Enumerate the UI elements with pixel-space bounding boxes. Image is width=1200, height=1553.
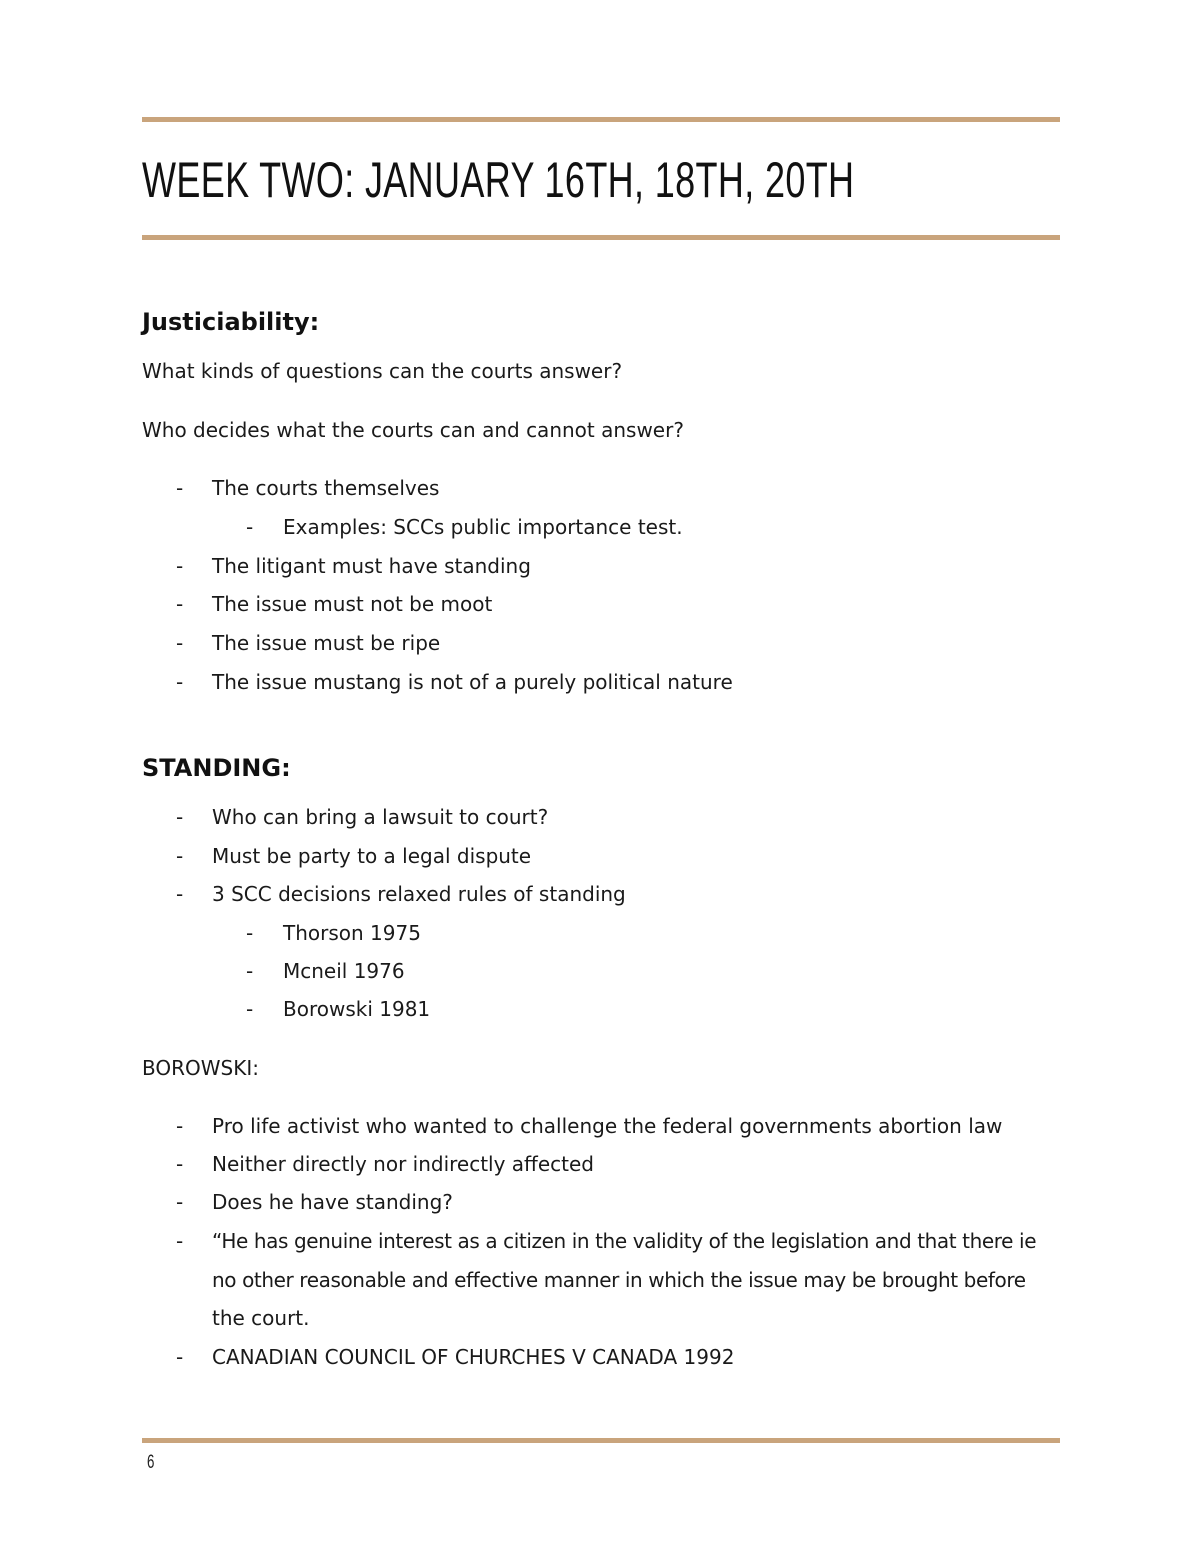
standing-heading: STANDING: [142, 754, 291, 782]
list-item-text: Examples: SCCs public importance test. [283, 515, 683, 539]
justiciability-question-2: Who decides what the courts can and cannot answer? [142, 418, 684, 442]
list-item-text: The issue mustang is not of a purely political nature [212, 670, 733, 694]
bullet-dash: - [176, 631, 184, 655]
justiciability-heading: Justiciability: [142, 308, 320, 336]
bullet-dash: - [176, 1152, 184, 1176]
list-item-text: Pro life activist who wanted to challenge the federal governments abortion law [212, 1114, 1003, 1138]
bullet-dash: - [176, 592, 184, 616]
list-item-text: Does he have standing? [212, 1190, 453, 1214]
list-item-text: the court. [212, 1306, 310, 1330]
list-item-text: CANADIAN COUNCIL OF CHURCHES V CANADA 1992 [212, 1345, 735, 1369]
bullet-dash: - [176, 476, 184, 500]
bullet-dash: - [176, 554, 184, 578]
list-item-text: Who can bring a lawsuit to court? [212, 805, 549, 829]
list-item-text: Neither directly nor indirectly affected [212, 1152, 594, 1176]
list-item-text: The litigant must have standing [212, 554, 531, 578]
list-item-text: Mcneil 1976 [283, 959, 405, 983]
bullet-dash: - [176, 1190, 184, 1214]
bullet-dash: - [246, 997, 254, 1021]
borowski-label: BOROWSKI: [142, 1056, 259, 1080]
page-title: WEEK TWO: JANUARY 16TH, 18TH, 20TH [142, 152, 855, 208]
list-item-text: The issue must not be moot [212, 592, 493, 616]
bullet-dash: - [176, 1114, 184, 1138]
bullet-dash: - [176, 805, 184, 829]
bullet-dash: - [176, 1229, 184, 1253]
bullet-dash: - [176, 882, 184, 906]
bullet-dash: - [246, 921, 254, 945]
justiciability-question-1: What kinds of questions can the courts answer? [142, 359, 623, 383]
list-item-text: The courts themselves [212, 476, 440, 500]
list-item-text: “He has genuine interest as a citizen in the validity of the legislation and that there ie [212, 1229, 1037, 1253]
list-item-text: no other reasonable and effective manner in which the issue may be brought before [212, 1268, 1026, 1292]
footer-rule [142, 1438, 1060, 1443]
title-top-rule [142, 117, 1060, 122]
page-number: 6 [147, 1452, 155, 1473]
list-item-text: 3 SCC decisions relaxed rules of standing [212, 882, 626, 906]
title-bottom-rule [142, 235, 1060, 240]
bullet-dash: - [176, 670, 184, 694]
list-item-text: Borowski 1981 [283, 997, 431, 1021]
list-item-text: Must be party to a legal dispute [212, 844, 532, 868]
bullet-dash: - [246, 515, 254, 539]
bullet-dash: - [246, 959, 254, 983]
list-item-text: Thorson 1975 [283, 921, 421, 945]
list-item-text: The issue must be ripe [212, 631, 441, 655]
bullet-dash: - [176, 844, 184, 868]
bullet-dash: - [176, 1345, 184, 1369]
